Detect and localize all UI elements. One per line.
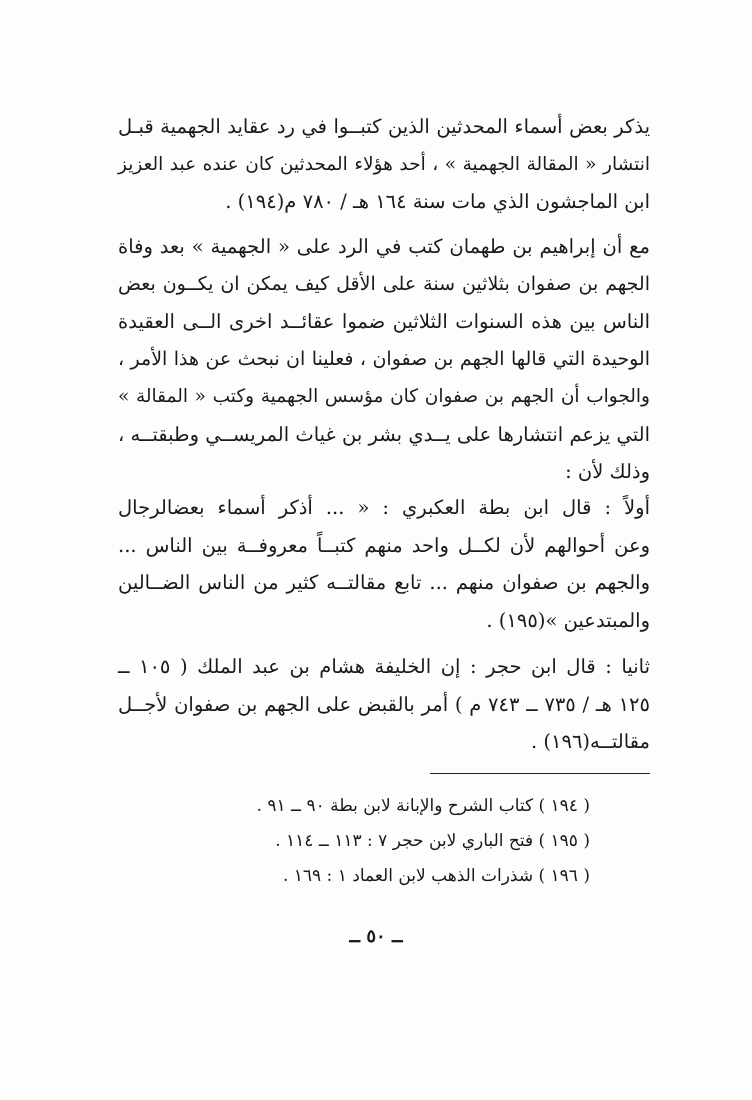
paragraph-line: مع أن إبراهيم بن طهمان كتب في الرد على « الجهمية » بعد وفاة (118, 235, 650, 258)
paragraph-line: وعن أحوالهم لأن لكــل واحد منهم كتبــاً معروفــة بين الناس ... (118, 533, 650, 557)
paragraph-2 (118, 228, 650, 491)
paragraph-line: انتشار « المقالة الجهمية » ، أحد هؤلاء المحدثين كان عنده عبد العزيز (118, 153, 650, 175)
paragraph-line: أولاً : قال ابن بطة العكبري : « ... أذكر أسماء بعضالرجال (118, 496, 650, 519)
paragraph-line: الجهم بن صفوان بثلاثين سنة على الأقل كيف يمكن ان يكــون بعض (118, 272, 650, 295)
paragraph-line: ١٢٥ هـ / ٧٣٥ ــ ٧٤٣ م ) أمر بالقبض على الجهم بن صفوان لأجــل (118, 692, 650, 716)
footnotes (190, 789, 590, 894)
paragraph-line: ابن الماجشون الذي مات سنة ١٦٤ هـ / ٧٨٠ م(١٩٤) . (225, 190, 650, 213)
footnote-divider (430, 773, 650, 774)
paragraph-line: التي يزعم انتشارها على يــدي بشر بن غياث المريســي وطبقتــه ، (118, 422, 650, 446)
paragraph-1 (118, 108, 650, 221)
paragraph-line: والجواب أن الجهم بن صفوان كان مؤسس الجهمية وكتب « المقالة » (118, 386, 650, 407)
paragraph-line: والمبتدعين »(١٩٥) . (486, 608, 650, 632)
paragraph-4 (118, 648, 650, 761)
page-number: ــ ٥٠ ــ (349, 926, 403, 947)
paragraph-line: مقالتــه(١٩٦) . (530, 730, 650, 753)
footnote-item: ( ١٩٤ ) كتاب الشرح والإبانة لابن بطة ٩٠ ــ ٩١ . (256, 796, 590, 816)
paragraph-3 (118, 489, 650, 639)
footnote-item: ( ١٩٥ ) فتح الباري لابن حجر ٧ : ١١٣ ــ ١١٤ . (275, 831, 590, 851)
paragraph-line: والجهم بن صفوان منهم ... تابع مقالتــه كثير من الناس الضــالين (118, 571, 650, 594)
footnote-item: ( ١٩٦ ) شذرات الذهب لابن العماد ١ : ١٦٩ . (282, 866, 590, 886)
paragraph-line: ثانيا : قال ابن حجر : إن الخليفة هشام بن عبد الملك ( ١٠٥ ــ (118, 655, 651, 678)
paragraph-line: الناس بين هذه السنوات الثلاثين ضموا عقائــد اخرى الــى العقيدة (118, 310, 650, 333)
paragraph-line: وذلك لأن : (565, 460, 650, 483)
paragraph-line: الوحيدة التي قالها الجهم بن صفوان ، فعلينا ان نبحث عن هذا الأمر ، (118, 347, 650, 370)
paragraph-line: يذكر بعض أسماء المحدثين الذين كتبــوا في رد عقايد الجهمية قبـل (118, 115, 650, 138)
